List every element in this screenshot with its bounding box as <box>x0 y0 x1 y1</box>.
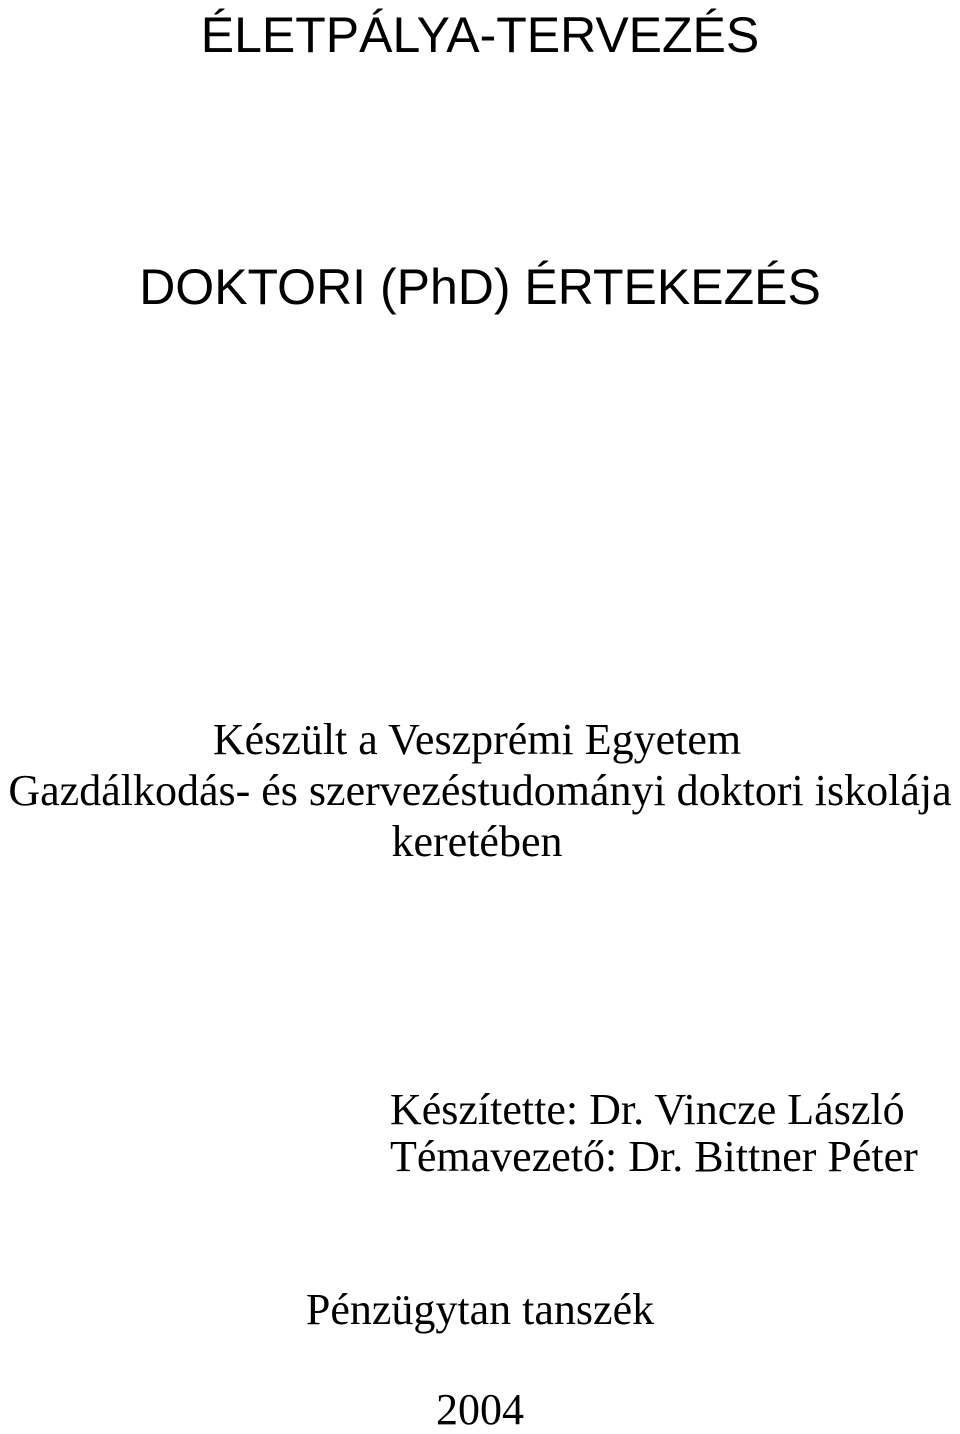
department-name: Pénzügytan tanszék <box>305 1285 655 1334</box>
thesis-title: ÉLETPÁLYA-TERVEZÉS <box>200 7 760 63</box>
supervisor-line: Témavezető: Dr. Bittner Péter <box>390 1132 918 1181</box>
author-line: Készítette: Dr. Vincze László <box>390 1085 905 1134</box>
institution-line-1: Készült a Veszprémi Egyetem <box>212 715 742 764</box>
document-type: DOKTORI (PhD) ÉRTEKEZÉS <box>139 259 821 315</box>
institution-line-3: keretében <box>391 817 563 866</box>
institution-line-2: Gazdálkodás- és szervezéstudományi doktori iskolája <box>8 766 952 815</box>
year: 2004 <box>436 1385 524 1434</box>
